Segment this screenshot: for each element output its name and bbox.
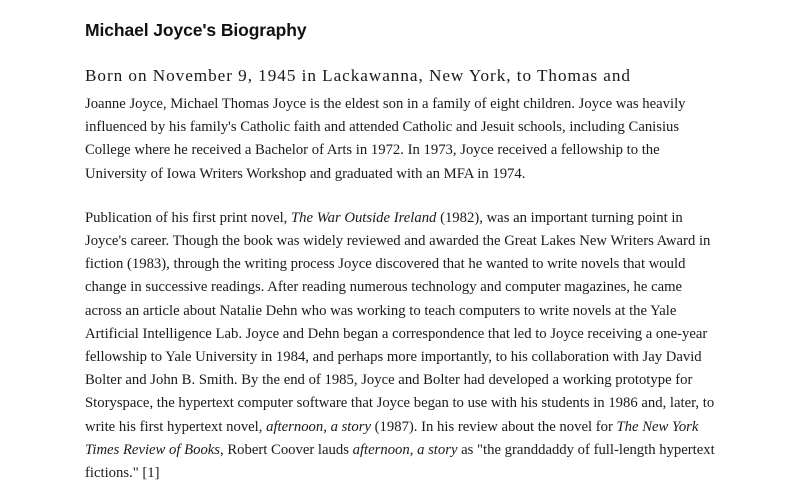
italic-title: afternoon, a story: [266, 418, 371, 435]
reference-marker[interactable]: [1]: [142, 465, 160, 482]
lead-line: Born on November 9, 1945 in Lackawanna, New York, to Thomas and: [85, 66, 631, 85]
biography-article: [85, 0, 721, 485]
italic-title: The New York Times Review of Books: [85, 418, 699, 458]
body-paragraph-1: Joanne Joyce, Michael Thomas Joyce is the eldest son in a family of eight children. Joyce was heavily influenced by his family's Catholic faith and attended Catholic and Jesuit schools, including Canisius College where he received a Bachelor of Arts in 1972. In 1973, Joyce received a fellowship to the University of Iowa Writers Workshop and graduated with an MFA in 1974.: [85, 96, 686, 182]
page-title: Michael Joyce's Biography: [85, 20, 307, 40]
body-paragraph-2: Publication of his first print novel, The War Outside Ireland (1982), was an important turning point in Joyce's career. Though the book was widely reviewed and awarded the Great Lakes New Writers Award in fiction (1983), through the writing process Joyce discovered that he wanted to write novels that would change in successive readings. After reading numerous technology and computer magazines, he came across an article about Natalie Dehn who was working to teach computers to write novels at the Yale Artificial Intelligence Lab. Joyce and Dehn began a correspondence that led to Joyce receiving a one-year fellowship to Yale University in 1984, and perhaps more importantly, to his collaboration with Jay David Bolter and John B. Smith. By the end of 1985, Joyce and Bolter had developed a working prototype for Storyspace, the hypertext computer software that Joyce began to use with his students in 1986 and, later, to write his first hypertext novel, afternoon, a story (1987). In his review about the novel for The New York Times Review of Books, Robert Coover lauds afternoon, a story as "the granddaddy of full-length hypertext fictions." [1]: [85, 209, 715, 482]
italic-title: The War Outside Ireland: [291, 209, 437, 226]
italic-title: afternoon, a story: [352, 441, 458, 458]
